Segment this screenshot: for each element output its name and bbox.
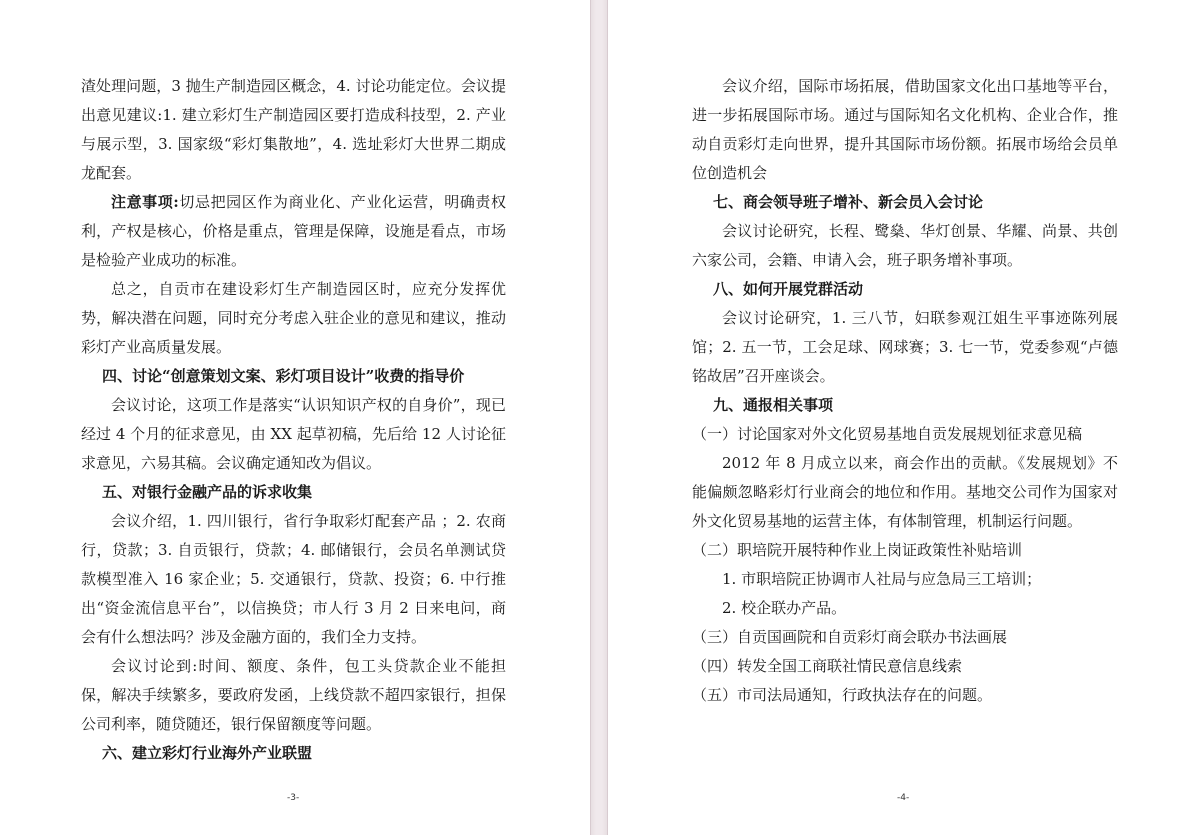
section-heading: 七、商会领导班子增补、新会员入会讨论 xyxy=(713,193,984,211)
page-gutter xyxy=(590,0,608,835)
document-page-4 xyxy=(608,0,1197,835)
subsection-heading: （二）职培院开展特种作业上岗证政策性补贴培训 xyxy=(692,541,1023,559)
paragraph: 会议讨论研究，1. 三八节，妇联参观江姐生平事迹陈列展馆；2. 五一节，工会足球、网球赛；3. 七一节，党委参观“卢德铭故居”召开座谈会。 xyxy=(692,309,1118,385)
page-number: -4- xyxy=(897,793,910,803)
subsection-heading: （三）自贡国画院和自贡彩灯商会联办书法画展 xyxy=(692,628,1008,646)
notice-lead: 注意事项: xyxy=(111,193,179,211)
subsection-heading: （四）转发全国工商联社情民意信息线索 xyxy=(692,657,963,675)
page-content xyxy=(81,72,506,768)
paragraph: 2012 年 8 月成立以来，商会作出的贡献。《发展规划》不能偏颇忽略彩灯行业商会的地位和作用。基地交公司作为国家对外文化贸易基地的运营主体，有体制管理，机制运行问题。 xyxy=(692,454,1118,530)
subsection-heading: （五）市司法局通知，行政执法存在的问题。 xyxy=(692,686,993,704)
paragraph: 会议讨论研究，长程、鹭燊、华灯创景、华耀、尚景、共创六家公司，会籍、申请入会，班子职务增补事项。 xyxy=(692,222,1118,269)
paragraph: 会议讨论到:时间、额度、条件，包工头贷款企业不能担保，解决手续繁多，要政府发函，上线贷款不超四家银行，担保公司利率，随贷随还，银行保留额度等问题。 xyxy=(81,657,506,733)
section-heading: 八、如何开展党群活动 xyxy=(713,280,864,298)
list-item: 2. 校企联办产品。 xyxy=(722,599,847,617)
notice-text: 切忌把园区作为商业化、产业化运营，明确责权利，产权是核心，价格是重点，管理是保障，设施是看点，市场是检验产业成功的标准。 xyxy=(81,193,506,269)
page-content xyxy=(692,72,1118,710)
paragraph: 会议讨论，这项工作是落实“认识知识产权的自身价”，现已经过 4 个月的征求意见，由 XX 起草初稿，先后给 12 人讨论征求意见，六易其稿。会议确定通知改为倡议。 xyxy=(81,396,506,472)
section-heading: 六、建立彩灯行业海外产业联盟 xyxy=(102,744,313,762)
paragraph: 总之，自贡市在建设彩灯生产制造园区时，应充分发挥优势，解决潜在问题，同时充分考虑入驻企业的意见和建议，推动彩灯产业高质量发展。 xyxy=(81,280,506,356)
section-heading: 四、讨论“创意策划文案、彩灯项目设计”收费的指导价 xyxy=(102,367,465,385)
subsection-heading: （一）讨论国家对外文化贸易基地自贡发展规划征求意见稿 xyxy=(692,425,1083,443)
paragraph: 会议介绍，国际市场拓展，借助国家文化出口基地等平台，进一步拓展国际市场。通过与国际知名文化机构、企业合作，推动自贡彩灯走向世界，提升其国际市场份额。拓展市场给会员单位创造机会 xyxy=(692,77,1118,182)
section-heading: 五、对银行金融产品的诉求收集 xyxy=(102,483,313,501)
section-heading: 九、通报相关事项 xyxy=(713,396,834,414)
page-number: -3- xyxy=(287,793,300,803)
gutter-edge xyxy=(590,0,591,835)
paragraph-notice xyxy=(81,188,506,275)
paragraph: 渣处理问题，3 抛生产制造园区概念，4. 讨论功能定位。会议提出意见建议:1. 建立彩灯生产制造园区要打造成科技型，2. 产业与展示型，3. 国家级“彩灯集散地”，4. 选址彩灯大世界二期成龙配套。 xyxy=(81,77,506,182)
document-page-3 xyxy=(0,0,590,835)
list-item: 1. 市职培院正协调市人社局与应急局三工培训； xyxy=(722,570,1042,588)
paragraph: 会议介绍，1. 四川银行，省行争取彩灯配套产品 ；2. 农商行，贷款；3. 自贡银行，贷款；4. 邮储银行，会员名单测试贷款模型准入 16 家企业；5. 交通银行，贷款、投资；6. 中行推出“资金流信息平台”，以信换贷；市人行 3 月 2 日来电问，商会有什么想法吗？涉及金融方面的，我们全力支持。 xyxy=(81,512,506,646)
